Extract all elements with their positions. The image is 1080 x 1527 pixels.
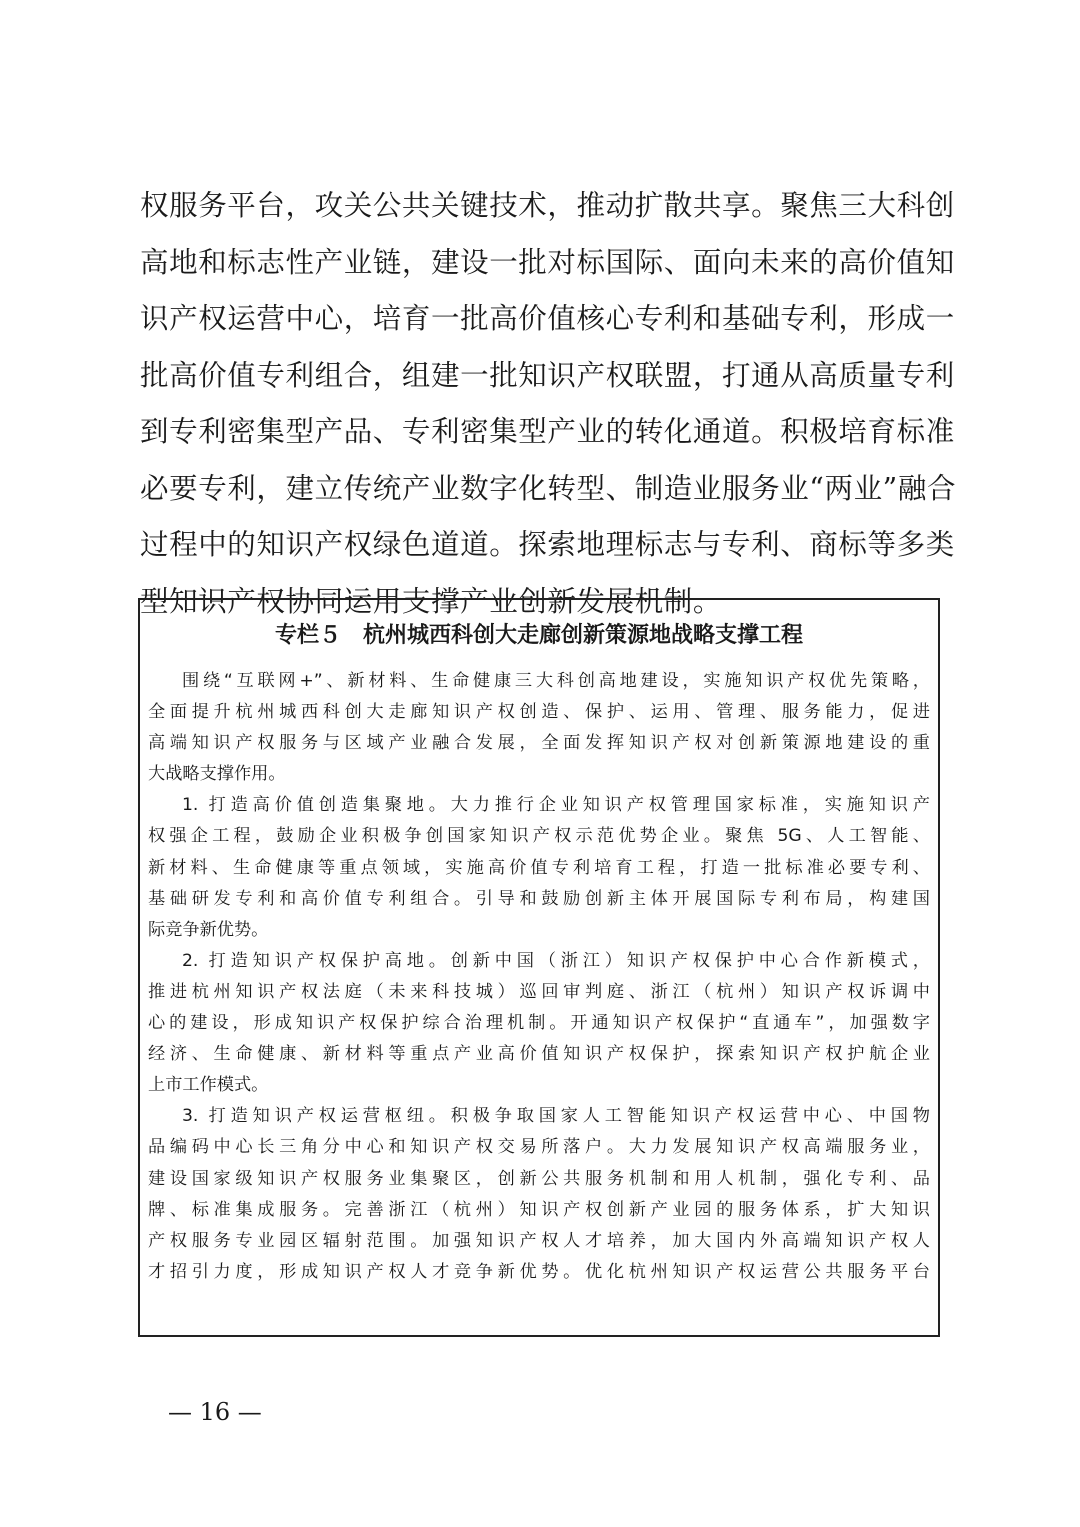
column-text-line: 2. 打造知识产权保护高地。创新中国（浙江）知识产权保护中心合作新模式， (182, 950, 930, 971)
column-text-line: 心的建设，形成知识产权保护综合治理机制。开通知识产权保护“直通车”，加强数字 (148, 1013, 930, 1034)
column-text-line: 高端知识产权服务与区域产业融合发展，全面发挥知识产权对创新策源地建设的重 (148, 733, 930, 754)
column-text-line: 1. 打造高价值创造集聚地。大力推行企业知识产权管理国家标准，实施知识产 (182, 795, 930, 816)
column-text-line: 品编码中心长三角分中心和知识产权交易所落户。大力发展知识产权高端服务业， (148, 1137, 930, 1158)
body-text (140, 178, 957, 630)
column-text-line: 围绕“互联网+”、新材料、生命健康三大科创高地建设，实施知识产权优先策略， (182, 671, 930, 691)
column-text-line: 际竞争新优势。 (148, 919, 269, 940)
column-text-line: 新材料、生命健康等重点领域，实施高价值专利培育工程，打造一批标准必要专利、 (148, 857, 930, 878)
column-title: 专栏５ 杭州城西科创大走廊创新策源地战略支撑工程 (274, 623, 803, 648)
body-text-line: 必要专利，建立传统产业数字化转型、制造业服务业“两业”融合 (140, 471, 957, 505)
column-text-line: 建设国家级知识产权服务业集聚区，创新公共服务机制和用人机制，强化专利、品 (148, 1168, 930, 1189)
page-number: — 16 — (168, 1398, 262, 1426)
column-text-line: 推进杭州知识产权法庭（未来科技城）巡回审判庭、浙江（杭州）知识产权诉调中 (148, 981, 930, 1002)
body-text-line: 识产权运营中心，培育一批高价值核心专利和基础专利，形成一 (140, 302, 955, 335)
column-text-line: 牌、标准集成服务。完善浙江（杭州）知识产权创新产业园的服务体系，扩大知识 (148, 1199, 930, 1220)
column-text-line: 上市工作模式。 (148, 1075, 269, 1096)
body-text-line: 到专利密集型产品、专利密集型产业的转化通道。积极培育标准 (140, 415, 955, 448)
column-text-line: 才招引力度，形成知识产权人才竞争新优势。优化杭州知识产权运营公共服务平台 (148, 1261, 930, 1282)
column-text-line: 3. 打造知识产权运营枢纽。积极争取国家人工智能知识产权运营中心、中国物 (182, 1106, 930, 1127)
column-text-line: 全面提升杭州城西科创大走廊知识产权创造、保护、运用、管理、服务能力，促进 (148, 702, 930, 723)
body-text-line: 高地和标志性产业链，建设一批对标国际、面向未来的高价值知 (140, 245, 955, 279)
column-text-line: 经济、生命健康、新材料等重点产业高价值知识产权保护，探索知识产权护航企业 (148, 1044, 930, 1065)
column-text-line: 产权服务专业园区辐射范围。加强知识产权人才培养，加大国内外高端知识产权人 (148, 1230, 930, 1251)
column-text-line: 大战略支撑作用。 (148, 764, 286, 785)
body-text-line: 权服务平台，攻关公共关键技术，推动扩散共享。聚焦三大科创 (140, 189, 955, 222)
body-text-line: 过程中的知识产权绿色道道。探索地理标志与专利、商标等多类 (140, 528, 955, 561)
body-text-line: 批高价值专利组合，组建一批知识产权联盟，打通从高质量专利 (140, 358, 955, 392)
column-text-line: 权强企工程，鼓励企业积极争创国家知识产权示范优势企业。聚焦 5G、人工智能、 (148, 826, 930, 847)
column-text-line: 基础研发专利和高价值专利组合。引导和鼓励创新主体开展国际专利布局，构建国 (148, 888, 930, 909)
body-text-line: 型知识产权协同运用支撑产业创新发展机制。 (140, 584, 723, 618)
feature-column-box (138, 598, 940, 1337)
